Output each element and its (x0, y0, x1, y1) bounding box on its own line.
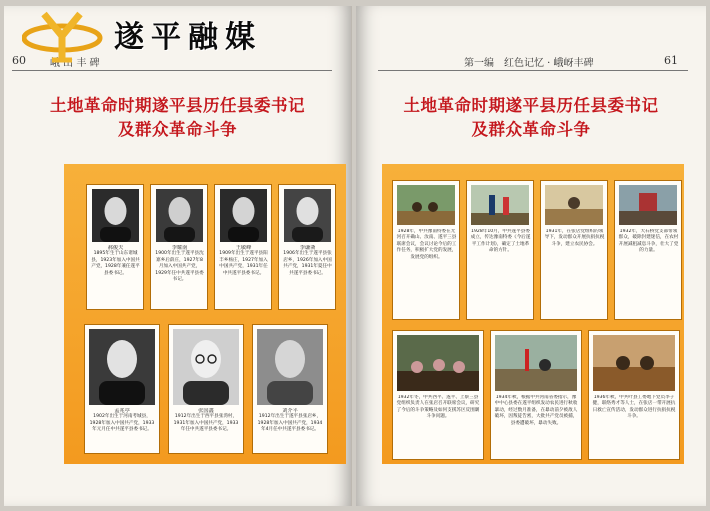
left-title-line1: 土地革命时期遂平县历任县委书记 (50, 96, 305, 115)
left-page (4, 6, 352, 506)
scene-painting (471, 185, 529, 225)
scene-caption: 1928年10月，中共遂平县委成立，传达豫南特委《今后遂平工作计划》，确定了土地革命的方针。 (470, 229, 531, 254)
scene-painting (397, 335, 479, 391)
scene-painting (593, 335, 675, 391)
scene-card (588, 330, 680, 460)
portrait-name: 刘介平 (282, 408, 298, 414)
right-running-head: 第一编 红色记忆 · 峨岈丰碑 (464, 58, 594, 69)
right-title-line1: 土地革命时期遂平县历任县委书记 (403, 96, 659, 115)
portrait-name: 王敏峰 (235, 245, 252, 251)
portrait-card (252, 324, 328, 454)
portrait-caption: 刘介平 1912年出生于遂平县张店乡，1928年加入中国共产党，1934年4月任中共遂平县委书记。 (257, 408, 323, 433)
scene-painting (397, 185, 455, 225)
scene-card (466, 180, 534, 320)
scene-card (614, 180, 682, 320)
portrait-caption: 李耀南 1900年出生于遂平县沈寨乡后薛庄，1927年8月加入中国共产党，1929年任中共遂平县委书记。 (155, 245, 204, 283)
scene-caption: 1932年，大石桥党支部带领群众，破除封建迷信，在农村开展减租减息斗争，壮大了党的力量。 (618, 229, 679, 254)
scene-caption: 1932年冬，中共西平、遂平、上蔡三县党组织负责人在张店召开联席会议，研究了今后的斗争策略及如何支援苏区反围剿斗争问题。 (396, 395, 480, 420)
portrait-name: 张国鑫 (198, 408, 214, 414)
portrait-caption: 李谦斋 1906年出生于遂平县张店乡，1926年加入中国共产党，1931年夏任中共遂平县委书记。 (283, 245, 332, 276)
portrait-name: 李谦斋 (299, 245, 316, 251)
scene-caption: 1936年秋，中共叶县工委地下党员李子健，联络秀才等人士，在张店一带开展抗日救亡宣传活动，发动群众进行抗捐抗税斗争。 (592, 395, 676, 420)
scene-card (490, 330, 582, 460)
portrait-photo (92, 189, 139, 242)
scene-painting (495, 335, 577, 391)
portrait-photo (257, 329, 323, 405)
portrait-photo (220, 189, 267, 242)
portrait-name: 郝俊夫 (107, 245, 124, 251)
right-page-number: 61 (664, 54, 678, 67)
scene-caption: 1931年，在张店党组织的领导下，发动群众开展抗捐抗税斗争，建立农民协会。 (544, 229, 605, 247)
scene-card (540, 180, 608, 320)
scene-painting (619, 185, 677, 225)
portrait-photo (284, 189, 331, 242)
left-orange-panel (64, 164, 346, 464)
right-header-rule (378, 70, 688, 71)
portrait-name: 孟兆亭 (114, 408, 130, 414)
portrait-caption: 郝俊夫 1895年生于山东诸城县，1923年加入中国共产党，1928年兼任遂平县委书记。 (91, 245, 140, 276)
scene-caption: 1934年秋，根据中共河南省委指示，豫中中心县委在遂平组织发动农民进行秋收暴动，经过数月准备，在暴动前夕被敌人破坏，因叛徒告密，大批共产党员被捕，县委遭破坏，暴动失败。 (494, 395, 578, 426)
media-logo (22, 8, 312, 68)
portrait-card (86, 184, 144, 310)
left-page-number: 60 (12, 54, 26, 67)
scene-card (392, 180, 460, 320)
logo-text: 遂平融媒 (114, 20, 262, 55)
portrait-caption: 孟兆亭 1902年出生于河南考城县，1928年加入中国共产党，1933年元月任中共遂平县委书记。 (89, 408, 155, 433)
left-title-line2: 及群众革命斗争 (118, 120, 237, 139)
scene-card (392, 330, 484, 460)
portrait-name: 李耀南 (171, 245, 188, 251)
portrait-card (214, 184, 272, 310)
portrait-photo (156, 189, 203, 242)
right-page (356, 6, 706, 506)
scene-painting (545, 185, 603, 225)
portrait-card (150, 184, 208, 310)
portrait-caption: 张国鑫 1912年出生于西平县张湾村，1931年加入中国共产党，1933年任中共遂平县委书记。 (173, 408, 239, 433)
left-running-head: 峨 山 丰 碑 (50, 58, 100, 69)
left-header-rule (12, 70, 332, 71)
portrait-card (84, 324, 160, 454)
portrait-caption: 王敏峰 1909年出生于遂平县阳丰乡杨庄，1927年加入中国共产党，1931年任中共遂平县委书记。 (219, 245, 268, 276)
right-title-line2: 及群众革命斗争 (471, 120, 591, 139)
portrait-photo (173, 329, 239, 405)
portrait-card (168, 324, 244, 454)
portrait-card (278, 184, 336, 310)
scene-caption: 1928年，中共豫南特委在尤河召开确山、汝南、遂平三县联席会议，会议讨论今后的工作任务，积极扩大党的发展，发展党的组织。 (396, 229, 457, 260)
logo-mark-icon (22, 8, 108, 64)
right-orange-panel (382, 164, 684, 464)
portrait-photo (89, 329, 155, 405)
